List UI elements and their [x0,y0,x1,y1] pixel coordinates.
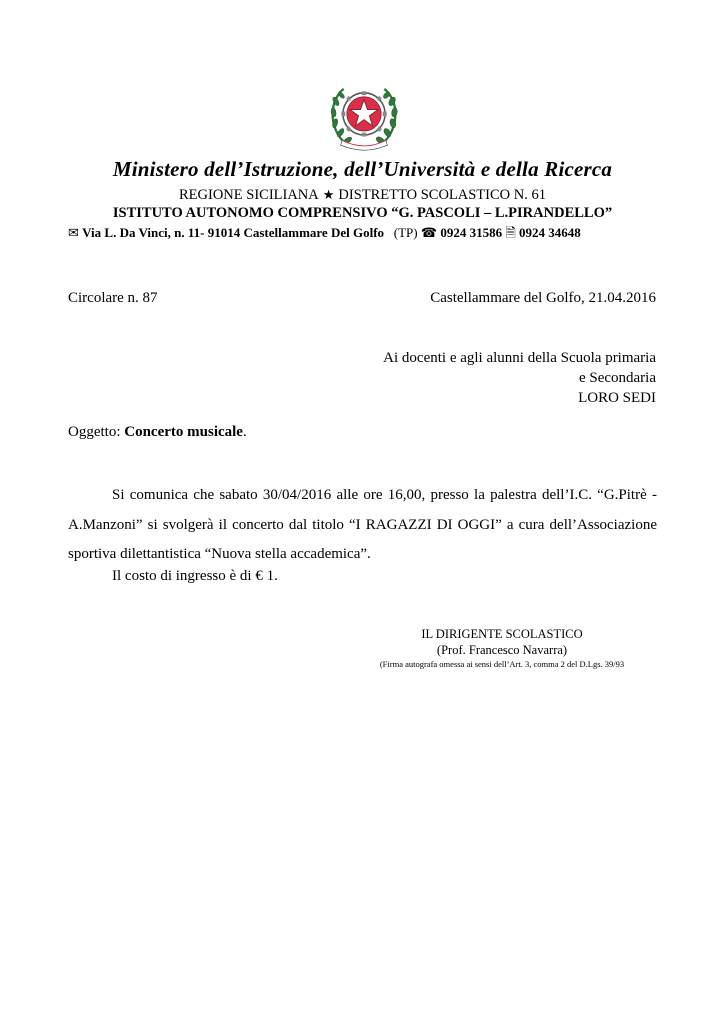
subject-label: Oggetto: [68,424,121,440]
signature-name: (Prof. Francesco Navarra) [436,643,568,657]
cost-line: Il costo di ingresso è di € 1. [112,568,278,584]
region-line [0,187,725,204]
subject-text: Concerto musicale [124,424,243,440]
fax-document-icon: 🗎 [505,225,516,240]
body-paragraph: Si comunica che sabato 30/04/2016 alle ore 16,00, presso la palestra dell’I.C. “G.Pitrè - A.Manzoni” si svolgerà il concerto dal titolo “I RAGAZZI DI OGGI” a cura dell’Associazione sportiva dilettantistica “Nuova stella accademica”. [68,487,657,562]
place-date: Castellammare del Golfo, 21.04.2016 [430,290,656,306]
signature-block [357,626,647,670]
ministry-title: Ministero dell’Istruzione, dell’Università e della Ricerca [112,157,613,181]
recipients-block [383,348,656,408]
telephone-icon: ☎ [420,225,438,240]
subject-period: . [242,424,247,440]
circular-number: Circolare n. 87 [68,290,158,306]
star-icon: ★ [322,187,335,202]
recipient-line: LORO SEDI [578,390,656,406]
italian-republic-emblem [325,78,403,156]
fax-number: 0924 34648 [519,225,581,240]
envelope-icon: ✉ [68,225,79,240]
region-name: REGIONE SICILIANA [179,187,319,203]
institute-name: ISTITUTO AUTONOMO COMPRENSIVO “G. PASCOLI – L.PIRANDELLO” [112,205,613,221]
province: (TP) [393,225,418,240]
signature-title: IL DIRIGENTE SCOLASTICO [421,627,583,641]
school-district: DISTRETTO SCOLASTICO N. 61 [338,187,546,203]
recipient-line: e Secondaria [578,370,656,386]
address-line [68,224,668,246]
recipient-line: Ai docenti e agli alunni della Scuola primaria [383,350,656,366]
subject-line [68,424,247,441]
phone-number: 0924 31586 [440,225,503,240]
street-address: Via L. Da Vinci, n. 11- 91014 Castellammare Del Golfo [82,225,385,240]
signature-note: (Firma autografa omessa ai sensi dell’Art. 3, comma 2 del D.Lgs. 39/93 [379,659,625,669]
